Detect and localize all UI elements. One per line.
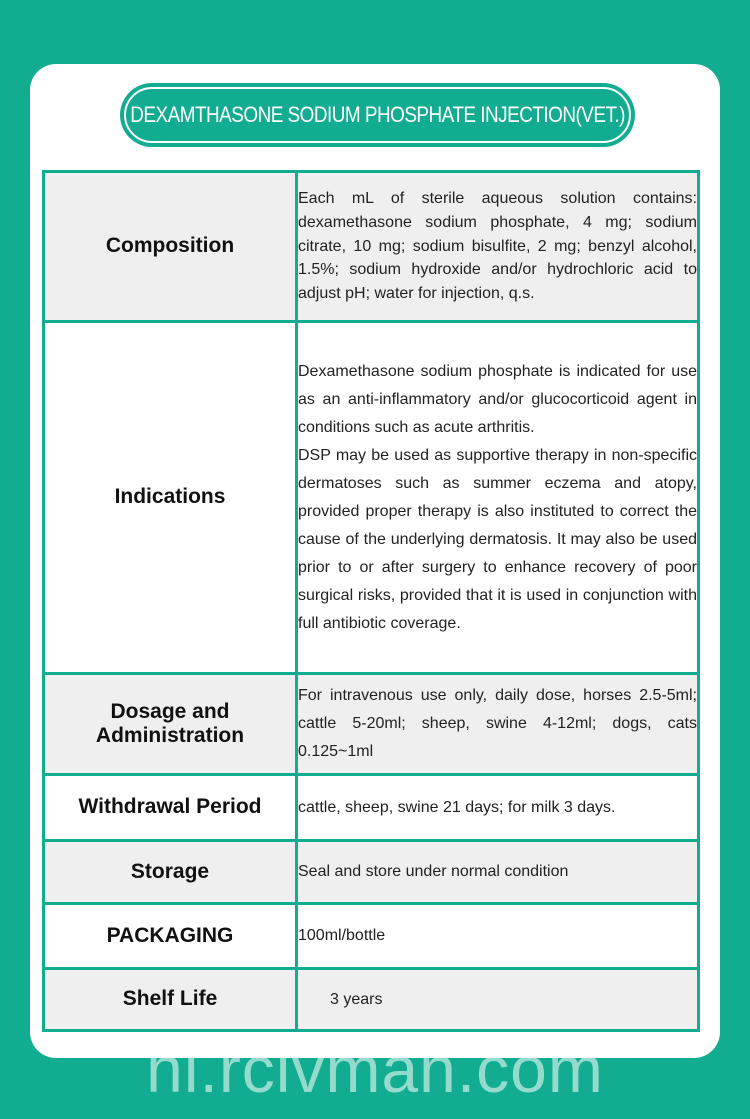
row-value: For intravenous use only, daily dose, horses 2.5-5ml; cattle 5-20ml; sheep, swine 4-12ml; dogs, cats 0.125~1ml: [297, 674, 699, 775]
table-row-dosage: [44, 674, 699, 775]
row-label: Withdrawal Period: [44, 775, 297, 841]
table-row-composition: [44, 172, 699, 322]
table-row-packaging: [44, 904, 699, 969]
table-row-withdrawal: [44, 775, 699, 841]
row-value: Each mL of sterile aqueous solution contains: dexamethasone sodium phosphate, 4 mg; sodium citrate, 10 mg; sodium bisulfite, 2 mg; benzyl alcohol, 1.5%; sodium hydroxide and/or hydrochloric acid to adjust pH; water for injection, q.s.: [297, 172, 699, 322]
table-row-shelf-life: [44, 969, 699, 1031]
page-title: DEXAMTHASONE SODIUM PHOSPHATE INJECTION(VET.): [130, 102, 625, 127]
row-value: Dexamethasone sodium phosphate is indicated for use as an anti-inflammatory and/or glucocorticoid agent in conditions such as acute arthritis. DSP may be used as supportive therapy in non-specific dermatoses such as summer eczema and atopy, provided proper therapy is also instituted to correct the cause of the underlying dermatosis. It may also be used prior to or after surgery to enhance recovery of poor surgical risks, provided that it is used in conjunction with full antibiotic coverage.: [297, 322, 699, 674]
watermark: hi.rclvman.com: [146, 1032, 604, 1106]
row-value: Seal and store under normal condition: [297, 841, 699, 904]
row-label: Dosage and Administration: [44, 674, 297, 775]
title-banner: [120, 83, 635, 147]
row-value: 100ml/bottle: [297, 904, 699, 969]
spec-table: [42, 170, 700, 1032]
row-label: Storage: [44, 841, 297, 904]
table-row-indications: [44, 322, 699, 674]
row-label: Indications: [44, 322, 297, 674]
table-row-storage: [44, 841, 699, 904]
row-value: cattle, sheep, swine 21 days; for milk 3 days.: [297, 775, 699, 841]
row-label: Shelf Life: [44, 969, 297, 1031]
row-label: PACKAGING: [44, 904, 297, 969]
row-value: 3 years: [297, 969, 699, 1031]
row-label: Composition: [44, 172, 297, 322]
